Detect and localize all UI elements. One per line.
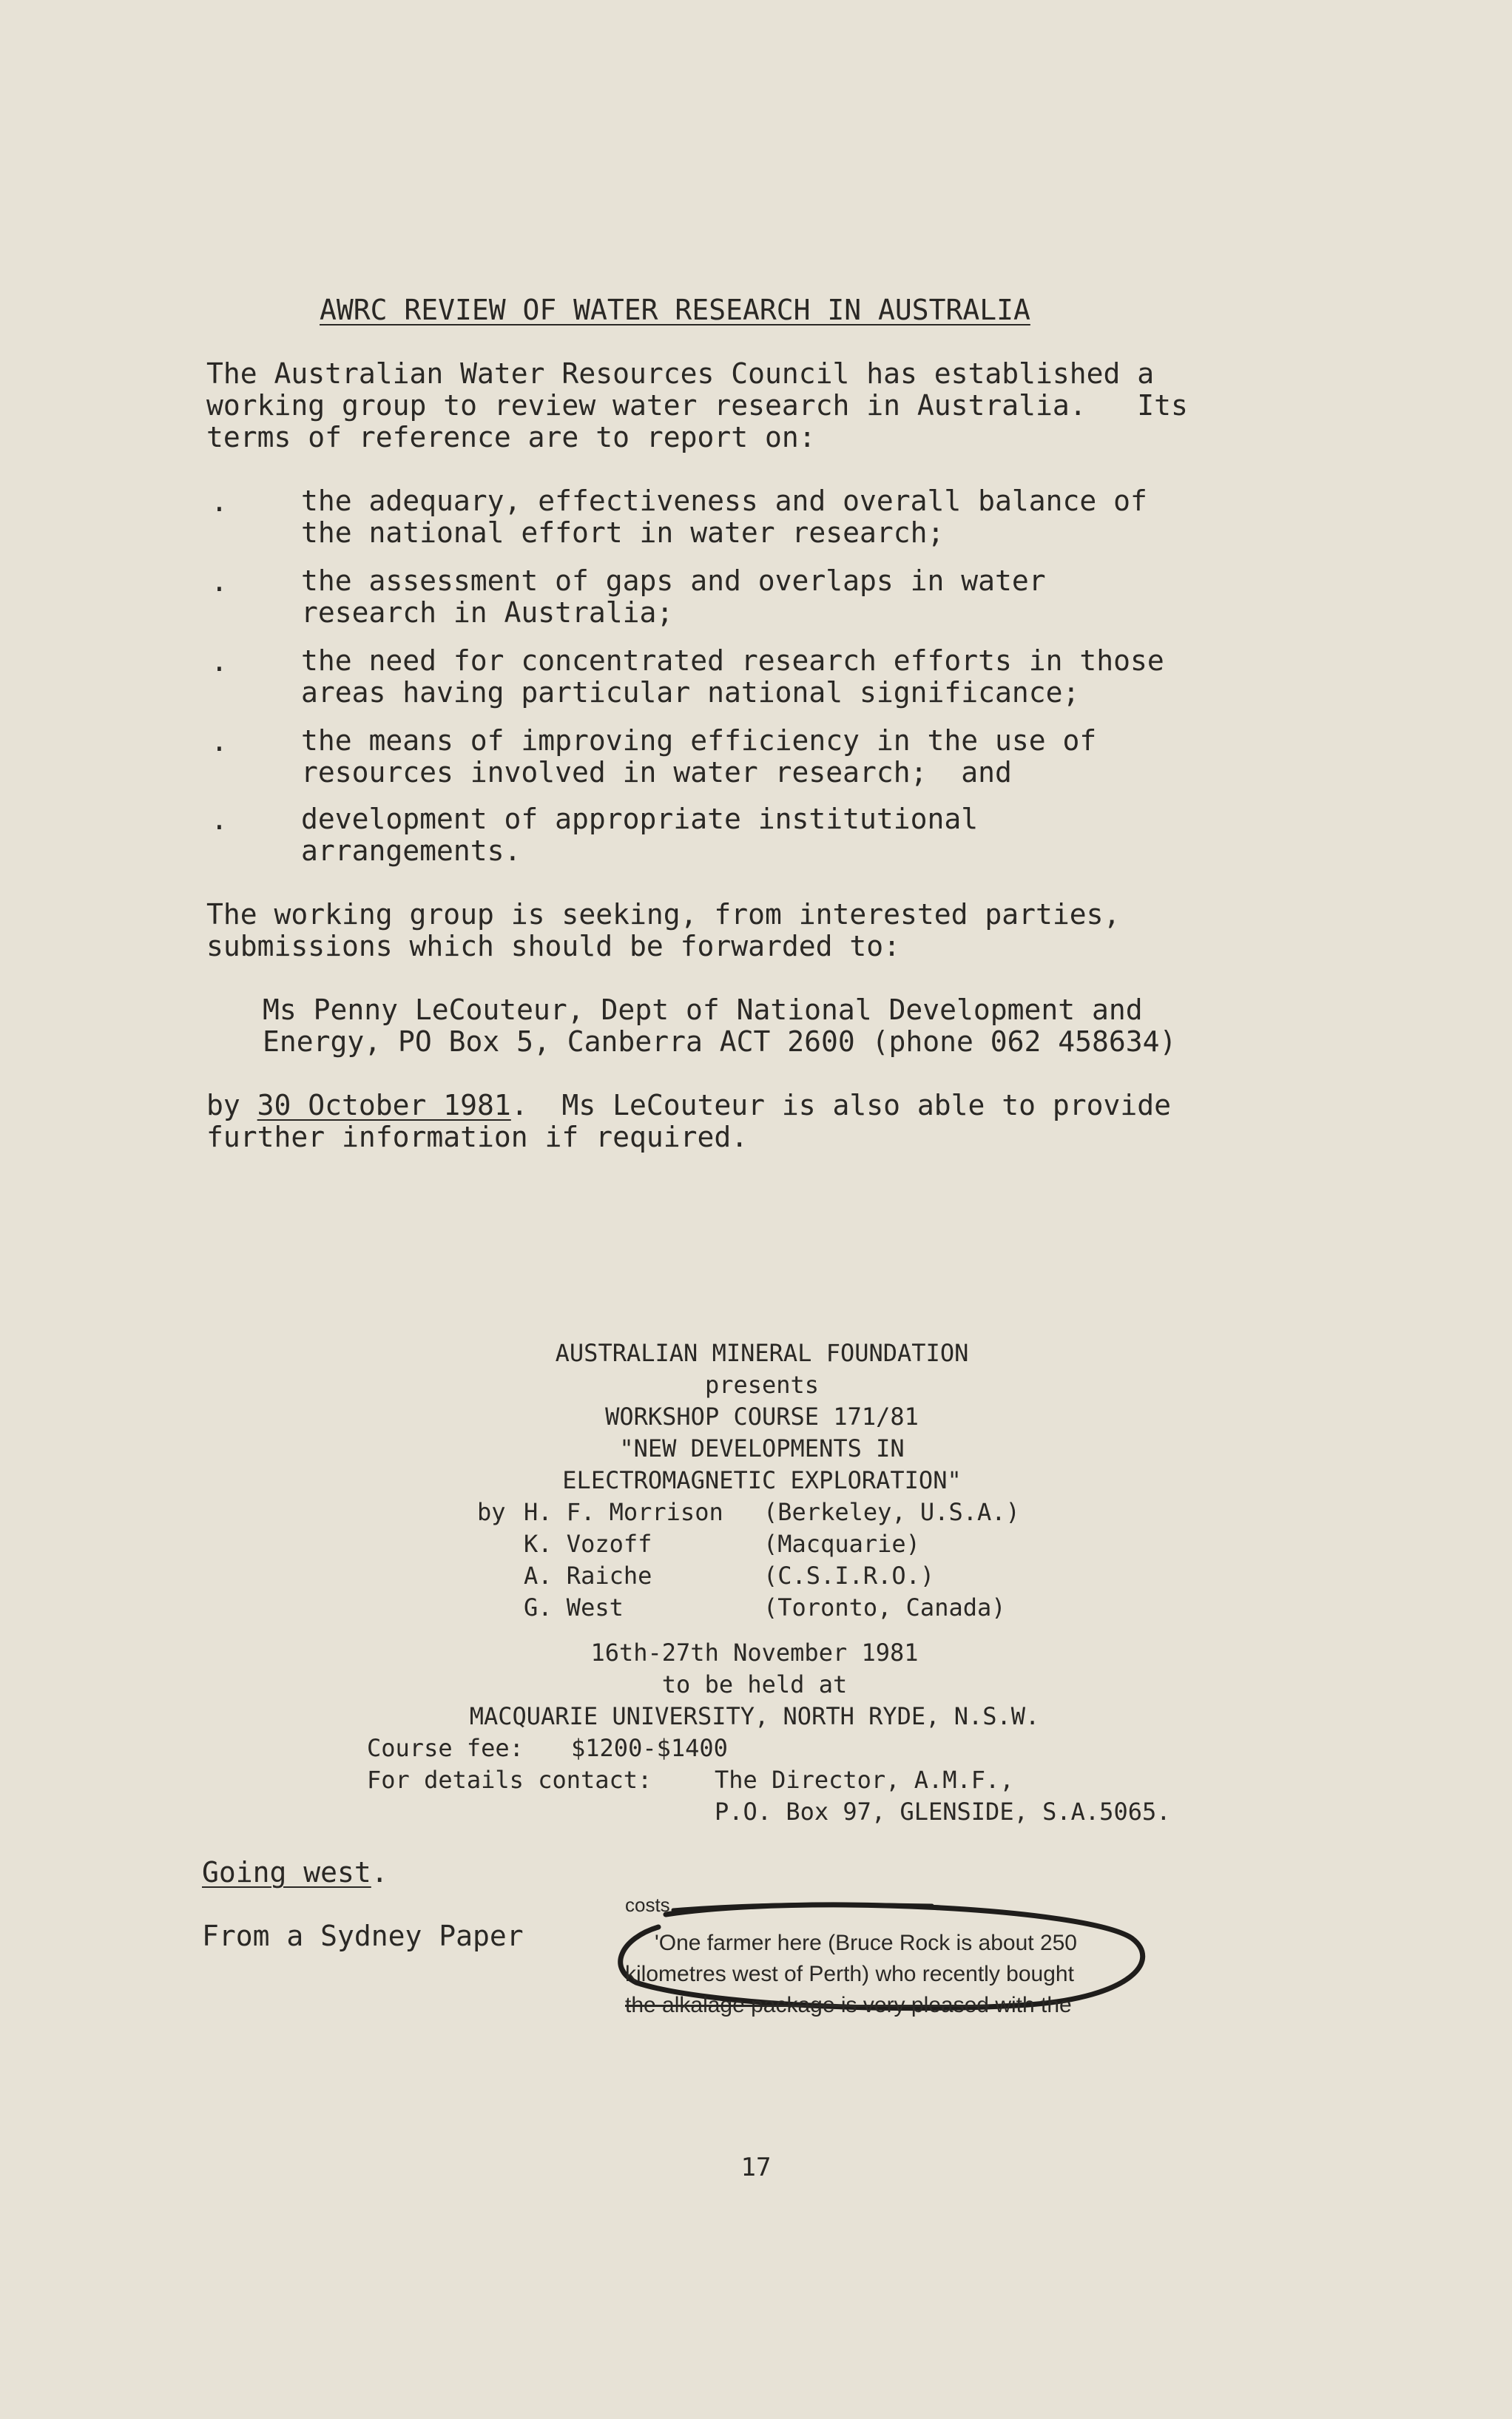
contact-label: For details contact:: [367, 1766, 652, 1794]
going-west-heading: [202, 1857, 388, 1889]
clipping-top: costs: [625, 1894, 670, 1916]
deadline-date: 30 October 1981: [257, 1089, 511, 1121]
list-item-line: the national effort in water research;: [301, 516, 945, 549]
source-label: From a Sydney Paper: [202, 1920, 524, 1952]
deadline-suffix: . Ms LeCouteur is also able to provide: [510, 1089, 1172, 1121]
list-item-line: the need for concentrated research efforts in those: [301, 644, 1164, 677]
clipping-line: 'One farmer here (Bruce Rock is about 250: [655, 1931, 1077, 1955]
deadline-line: [206, 1090, 1171, 1121]
address-line: Ms Penny LeCouteur, Dept of National Development and: [263, 993, 1143, 1026]
amf-line: presents: [704, 1371, 820, 1399]
bullet-mark: .: [211, 803, 228, 836]
fee-value: $1200-$1400: [571, 1734, 728, 1762]
presenter-name: G. West: [524, 1593, 624, 1622]
presenter-affiliation: (Berkeley, U.S.A.): [763, 1498, 1020, 1526]
amf-line: AUSTRALIAN MINERAL FOUNDATION: [555, 1339, 969, 1367]
newspaper-clipping: [614, 1894, 1154, 2027]
amf-line: WORKSHOP COURSE 171/81: [605, 1403, 919, 1431]
presenter-name: H. F. Morrison: [524, 1498, 723, 1526]
contact-line: P.O. Box 97, GLENSIDE, S.A.5065.: [715, 1798, 1171, 1826]
clipping-struck-text: the alkalage package is very pleased: [625, 1993, 989, 2017]
bullet-mark: .: [211, 485, 228, 518]
list-item-line: development of appropriate institutional: [301, 803, 979, 835]
list-item-line: the means of improving efficiency in the use of: [301, 724, 1097, 757]
clipping-line: kilometres west of Perth) who recently bought: [625, 1962, 1074, 1986]
fee-label: Course fee:: [367, 1734, 524, 1762]
contact-line: The Director, A.M.F.,: [715, 1766, 1014, 1794]
bullet-mark: .: [211, 565, 228, 598]
intro-line: terms of reference are to report on:: [206, 421, 816, 453]
amf-line: "NEW DEVELOPMENTS IN: [619, 1434, 905, 1462]
venue: MACQUARIE UNIVERSITY, NORTH RYDE, N.S.W.: [469, 1702, 1040, 1730]
deadline-line-2: further information if required.: [206, 1121, 749, 1153]
intro-line: working group to review water research in Australia. Its: [206, 389, 1188, 422]
presenter-affiliation: (C.S.I.R.O.): [763, 1562, 935, 1590]
presenter-affiliation: (Macquarie): [763, 1530, 920, 1558]
presenter-affiliation: (Toronto, Canada): [763, 1593, 1006, 1622]
list-item-line: areas having particular national significance;: [301, 676, 1080, 709]
presenters-by: by: [477, 1498, 506, 1526]
list-item-line: arrangements.: [301, 834, 522, 867]
address-line: Energy, PO Box 5, Canberra ACT 2600 (phone 062 458634): [263, 1025, 1177, 1058]
course-dates: 16th-27th November 1981: [590, 1639, 919, 1667]
list-item-line: research in Australia;: [301, 596, 674, 629]
seeking-line: submissions which should be forwarded to:: [206, 930, 900, 962]
list-item-line: the assessment of gaps and overlaps in water: [301, 564, 1046, 597]
deadline-prefix: by: [206, 1089, 257, 1121]
going-west-period: .: [371, 1856, 388, 1889]
page-number: 17: [740, 2153, 772, 2182]
bullet-mark: .: [211, 725, 228, 758]
amf-line: ELECTROMAGNETIC EXPLORATION": [562, 1466, 962, 1494]
seeking-line: The working group is seeking, from interested parties,: [206, 898, 1121, 931]
list-item-line: resources involved in water research; and: [301, 756, 1012, 789]
going-west-title: Going west: [202, 1856, 371, 1889]
bullet-mark: .: [211, 645, 228, 678]
list-item-line: the adequary, effectiveness and overall balance of: [301, 485, 1147, 517]
clipping-text: with the: [988, 1993, 1072, 2017]
presenter-name: K. Vozoff: [524, 1530, 652, 1558]
presenter-name: A. Raiche: [524, 1562, 652, 1590]
held-at: to be held at: [661, 1670, 848, 1698]
clipping-line-3: [625, 1990, 1072, 2021]
intro-line: The Australian Water Resources Council has established a: [206, 357, 1155, 390]
awrc-heading: AWRC REVIEW OF WATER RESEARCH IN AUSTRALIA: [320, 294, 1030, 326]
